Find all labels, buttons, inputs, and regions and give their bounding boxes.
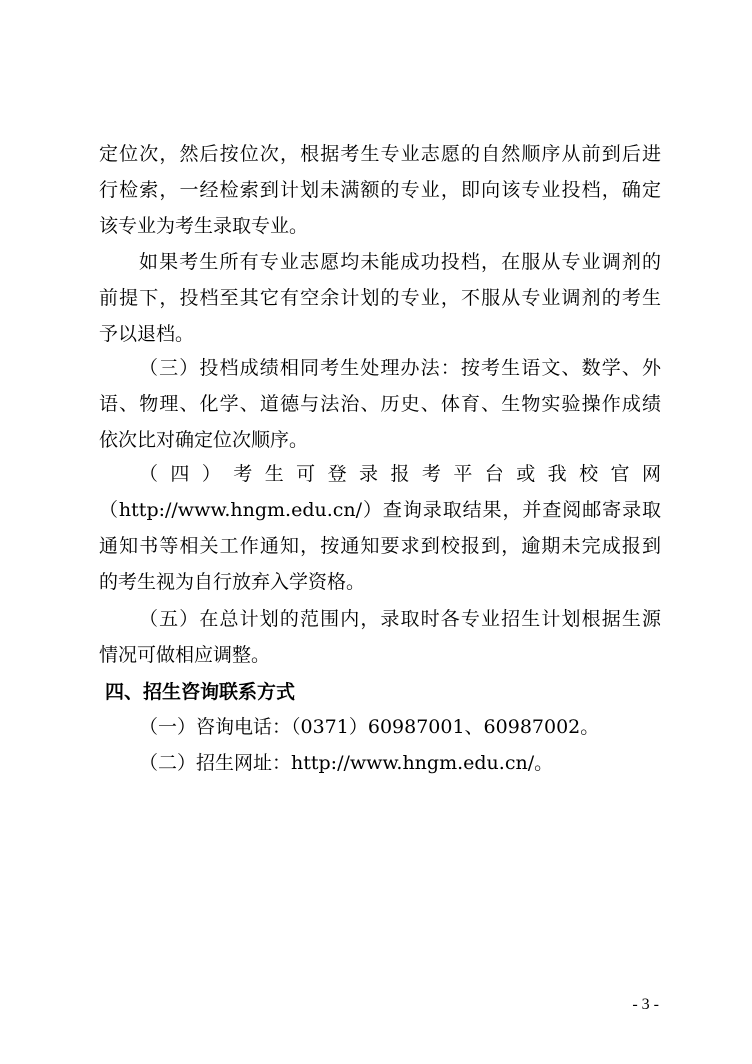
page-number: - 3 - — [632, 996, 659, 1013]
paragraph-result-query — [99, 456, 661, 600]
text-line: 如果考生所有专业志愿均未能成功投档，在服从专业调剂的 — [139, 251, 661, 273]
text-line: 该专业为考生录取专业。 — [99, 215, 309, 237]
text-line: 定位次，然后按位次，根据考生专业志愿的自然顺序从前到后进 — [99, 143, 661, 165]
text-line: 情况可做相应调整。 — [99, 644, 271, 666]
text-line: （四）考生可登录报考平台或我校官网 — [139, 463, 661, 485]
contact-phone: （一）咨询电话：（0371）60987001、60987002。 — [139, 716, 600, 738]
text-line: （五）在总计划的范围内，录取时各专业招生计划根据生源 — [139, 608, 661, 630]
text-line: 通知书等相关工作通知，按通知要求到校报到，逾期未完成报到 — [99, 535, 661, 557]
paragraph-adjustment — [99, 244, 661, 352]
text-line: 语、物理、化学、道德与法治、历史、体育、生物实验操作成绩 — [99, 393, 661, 415]
text-line: 前提下，投档至其它有空余计划的专业，不服从专业调剂的考生 — [99, 287, 661, 309]
text-line: 的考生视为自行放弃入学资格。 — [99, 571, 366, 593]
text-line: 依次比对确定位次顺序。 — [99, 429, 309, 451]
text-line: 予以退档。 — [99, 323, 195, 345]
text-line: （http://www.hngm.edu.cn/）查询录取结果，并查阅邮寄录取 — [99, 499, 661, 521]
contact-info — [139, 709, 661, 781]
paragraph-ranking-continuation — [99, 136, 661, 244]
paragraph-tie-rules — [99, 350, 661, 458]
paragraph-plan-adjustment — [99, 601, 661, 673]
contact-website: （二）招生网址：http://www.hngm.edu.cn/。 — [139, 752, 554, 774]
text-line: （三）投档成绩相同考生处理办法：按考生语文、数学、外 — [139, 357, 661, 379]
text-line: 行检索，一经检索到计划未满额的专业，即向该专业投档，确定 — [99, 179, 661, 201]
section-heading: 四、招生咨询联系方式 — [105, 681, 296, 703]
